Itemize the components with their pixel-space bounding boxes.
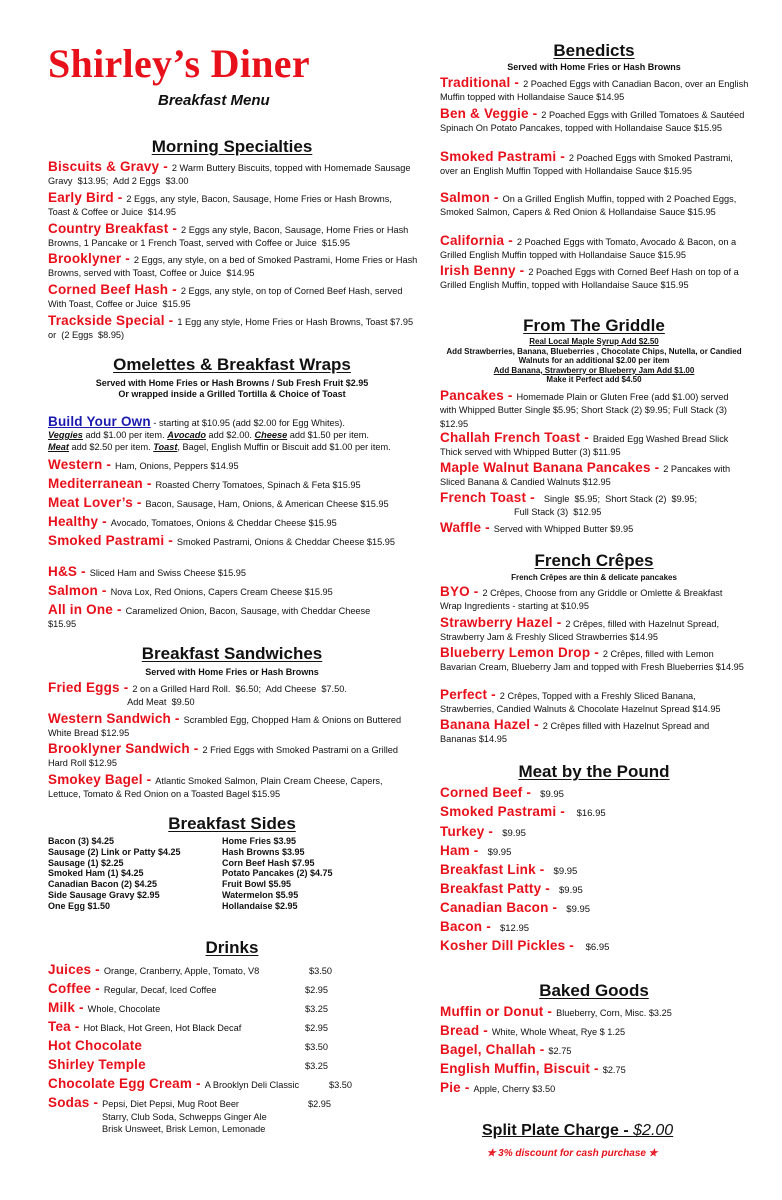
griddle-section-header xyxy=(439,316,749,385)
drink-item: Sodas - Pepsi, Diet Pepsi, Mug Root Beer xyxy=(48,1095,239,1110)
menu-item: Meat Lover’s - Bacon, Sausage, Ham, Onions, & American Cheese $15.95 xyxy=(48,495,389,510)
section-note: Real Local Maple Syrup Add $2.50 xyxy=(529,337,659,346)
menu-item: Corned Beef Hash - 2 Eggs, any style, on top of Corned Beef Hash, served With Toast, Coffee or Juice $15.95 xyxy=(48,282,406,310)
menu-item: Mediterranean - Roasted Cherry Tomatoes, Spinach & Feta $15.95 xyxy=(48,476,361,491)
drink-price: $3.50 xyxy=(309,966,332,976)
side-item: Hollandaise $2.95 xyxy=(222,900,298,911)
menu-item: Irish Benny - 2 Poached Eggs with Corned Beef Hash on top of a Grilled English Muffin, topped with Hollandaise Sauce $15.95 xyxy=(440,263,739,291)
sandwiches-section-header xyxy=(46,644,418,678)
drink-item: Milk - Whole, Chocolate xyxy=(48,1000,161,1015)
section-note: Add Strawberries, Banana, Blueberries , Chocolate Chips, Nutella, or Candied Walnuts for an additional $2.00 per item xyxy=(446,346,742,365)
menu-item: Biscuits & Gravy - 2 Warm Buttery Biscuits, topped with Homemade Sausage Gravy $13.95; Add 2 Eggs $3.00 xyxy=(48,159,414,187)
baked-item: Bagel, Challah - $2.75 xyxy=(440,1042,572,1057)
side-item: Fruit Bowl $5.95 xyxy=(222,879,292,890)
menu-subtitle: Breakfast Menu xyxy=(158,92,270,109)
menu-item: H&S - Sliced Ham and Swiss Cheese $15.95 xyxy=(48,564,246,579)
sides-section-header xyxy=(46,814,418,834)
section-note: Or wrapped inside a Grilled Tortilla & Choice of Toast xyxy=(118,389,346,399)
section-heading: Breakfast Sides xyxy=(168,814,296,833)
build-your-own-item: Build Your Own - starting at $10.95 (add $2.00 for Egg Whites). Veggies add $1.00 per item. Avocado add $2.00. Cheese add $1.50 per item. Meat add $2.50 per item. Toast, Bagel, English Muffin or Biscuit add $1.00 per item. xyxy=(48,414,391,452)
drink-price: $3.25 xyxy=(305,1061,328,1071)
menu-item: Banana Hazel - 2 Crêpes filled with Hazelnut Spread and Bananas $14.95 xyxy=(440,717,710,745)
menu-item: Smoked Pastrami - Smoked Pastrami, Onions & Cheddar Cheese $15.95 xyxy=(48,533,395,548)
menu-item: Healthy - Avocado, Tomatoes, Onions & Cheddar Cheese $15.95 xyxy=(48,514,337,529)
menu-item: French Toast - Single $5.95; Short Stack (2) $9.95; Full Stack (3) $12.95 xyxy=(440,490,698,518)
drink-price: $3.50 xyxy=(305,1042,328,1052)
baked-item: English Muffin, Biscuit - $2.75 xyxy=(440,1061,626,1076)
section-heading: Omelettes & Breakfast Wraps xyxy=(113,355,351,374)
menu-item: Smoked Pastrami - 2 Poached Eggs with Smoked Pastrami, over an English Muffin Topped with Hollandaise Sauce $15.95 xyxy=(440,149,733,177)
section-heading: From The Griddle xyxy=(523,316,665,335)
section-heading: Benedicts xyxy=(553,41,635,60)
split-plate-price: $2.00 xyxy=(633,1122,674,1139)
menu-item: All in One - Caramelized Onion, Bacon, Sausage, with Cheddar Cheese $15.95 xyxy=(48,602,371,630)
side-item: Home Fries $3.95 xyxy=(222,836,297,846)
drink-item: Hot Chocolate xyxy=(48,1038,143,1053)
menu-item: Perfect - 2 Crêpes, Topped with a Freshly Sliced Banana, Strawberries, Candied Walnuts & Chocolate Hazelnut Spread $14.95 xyxy=(440,687,721,715)
meat-section-header xyxy=(439,762,749,782)
section-note: Served with Home Fries or Hash Browns xyxy=(507,62,681,72)
drink-item: Shirley Temple xyxy=(48,1057,146,1072)
morning-section-header xyxy=(46,137,418,157)
section-note: French Crêpes are thin & delicate pancakes xyxy=(511,573,677,582)
menu-item: BYO - 2 Crêpes, Choose from any Griddle or Omlette & Breakfast Wrap Ingredients - starting at $10.95 xyxy=(440,584,723,612)
menu-item: Western - Ham, Onions, Peppers $14.95 xyxy=(48,457,239,472)
baked-item: Bread - White, Whole Wheat, Rye $ 1.25 xyxy=(440,1023,626,1038)
section-note: Make it Perfect add $4.50 xyxy=(546,375,642,384)
side-item: Corn Beef Hash $7.95 xyxy=(222,857,315,868)
menu-item: Waffle - Served with Whipped Butter $9.95 xyxy=(440,520,634,535)
meat-item: Ham - $9.95 xyxy=(440,843,512,858)
drink-item: Tea - Hot Black, Hot Green, Hot Black Decaf xyxy=(48,1019,242,1034)
meat-item: Breakfast Link - $9.95 xyxy=(440,862,578,877)
drink-price: $2.95 xyxy=(305,1023,328,1033)
build-your-own-link[interactable]: Build Your Own xyxy=(48,414,151,429)
baked-item: Muffin or Donut - Blueberry, Corn, Misc. $3.25 xyxy=(440,1004,672,1019)
menu-item: Smokey Bagel - Atlantic Smoked Salmon, Plain Cream Cheese, Capers, Lettuce, Tomato & Red Onion on a Toasted Bagel $15.95 xyxy=(48,772,383,800)
side-item: Side Sausage Gravy $2.95 xyxy=(48,889,160,900)
section-note: Add Banana, Strawberry or Blueberry Jam Add $1.00 xyxy=(493,365,695,375)
menu-item: Pancakes - Homemade Plain or Gluten Free (add $1.00) served with Whipped Butter Single $5.95; Short Stack (2) $9.95; Full Stack (3) $12.95 xyxy=(440,388,729,429)
menu-item: California - 2 Poached Eggs with Tomato, Avocado & Bacon, on a Grilled English Muffin topped with Hollandaise Sauce $15.95 xyxy=(440,233,737,261)
meat-item: Smoked Pastrami - $16.95 xyxy=(440,804,606,819)
drinks-section-header xyxy=(46,938,418,958)
drink-price: $2.95 xyxy=(305,985,328,995)
sides-list-left xyxy=(48,836,181,912)
drink-price: $2.95 xyxy=(308,1099,331,1109)
meat-item: Corned Beef - $9.95 xyxy=(440,785,564,800)
meat-item: Canadian Bacon - $9.95 xyxy=(440,900,591,915)
meat-item: Breakfast Patty - $9.95 xyxy=(440,881,583,896)
meat-item: Bacon - $12.95 xyxy=(440,919,530,934)
omelettes-section-header xyxy=(46,355,418,400)
drink-price: $3.25 xyxy=(305,1004,328,1014)
section-heading: Breakfast Sandwiches xyxy=(141,644,323,663)
menu-item: Blueberry Lemon Drop - 2 Crêpes, filled with Lemon Bavarian Cream, Blueberry Jam and topped with Fresh Blueberries $14.95 xyxy=(440,645,744,673)
drink-price: $3.50 xyxy=(329,1080,352,1090)
menu-item: Fried Eggs - 2 on a Grilled Hard Roll. $6.50; Add Cheese $7.50. Add Meat $9.50 xyxy=(48,680,347,708)
section-note: Served with Home Fries or Hash Browns xyxy=(145,667,319,677)
menu-item: Maple Walnut Banana Pancakes - 2 Pancakes with Sliced Banana & Candied Walnuts $12.95 xyxy=(440,460,731,488)
section-note: Served with Home Fries or Hash Browns / Sub Fresh Fruit $2.95 xyxy=(95,378,369,388)
menu-item: Brooklyner - 2 Eggs, any style, on a bed of Smoked Pastrami, Home Fries or Hash Browns, served with Toast, Coffee or Juice $14.95 xyxy=(48,251,420,279)
menu-item: Salmon - Nova Lox, Red Onions, Capers Cream Cheese $15.95 xyxy=(48,583,333,598)
menu-item: Strawberry Hazel - 2 Crêpes, filled with Hazelnut Spread, Strawberry Jam & Freshly Sliced Strawberries $14.95 xyxy=(440,615,720,643)
menu-item: Country Breakfast - 2 Eggs any style, Bacon, Sausage, Home Fries or Hash Browns, 1 Pancake or 1 French Toast, served with Coffee or Juice $15.95 xyxy=(48,221,411,249)
crepes-section-header xyxy=(439,551,749,583)
side-item: One Egg $1.50 xyxy=(48,900,111,911)
baked-section-header xyxy=(439,981,749,1001)
menu-item: Western Sandwich - Scrambled Egg, Chopped Ham & Onions on Buttered White Bread $12.95 xyxy=(48,711,402,739)
meat-item: Kosher Dill Pickles - $6.95 xyxy=(440,938,610,953)
menu-item: Early Bird - 2 Eggs, any style, Bacon, Sausage, Home Fries or Hash Browns, Toast & Coffee or Juice $14.95 xyxy=(48,190,395,218)
section-heading: French Crêpes xyxy=(534,551,654,570)
menu-item: Trackside Special - 1 Egg any style, Home Fries or Hash Browns, Toast $7.95 or (2 Eggs $8.95) xyxy=(48,313,419,341)
split-plate-charge: Split Plate Charge - $2.00 xyxy=(482,1122,674,1139)
drink-item: Juices - Orange, Cranberry, Apple, Tomato, V8 xyxy=(48,962,260,977)
benedicts-section-header xyxy=(439,41,749,73)
menu-item: Salmon - On a Grilled English Muffin, topped with 2 Poached Eggs, Smoked Salmon, Capers & Red Onion & Hollandaise Sauce $15.95 xyxy=(440,190,737,218)
section-heading: Morning Specialties xyxy=(151,137,313,156)
section-heading: Meat by the Pound xyxy=(518,762,670,781)
side-item: Hash Browns $3.95 xyxy=(222,846,305,857)
side-item: Smoked Ham (1) $4.25 xyxy=(48,868,144,879)
side-item: Canadian Bacon (2) $4.25 xyxy=(48,879,158,890)
menu-item: Challah French Toast - Braided Egg Washed Bread Slick Thick served with Whipped Butter (3) $11.95 xyxy=(440,430,729,458)
restaurant-title: Shirley’s Diner xyxy=(48,41,310,86)
menu-item: Brooklyner Sandwich - 2 Fried Eggs with Smoked Pastrami on a Grilled Hard Roll $12.95 xyxy=(48,741,399,769)
menu-item: Ben & Veggie - 2 Poached Eggs with Grilled Tomatoes & Sautéed Spinach On Potato Pancakes, topped with Hollandaise Sauce $15.95 xyxy=(440,106,745,134)
side-item: Sausage (1) $2.25 xyxy=(48,857,124,868)
section-heading: Drinks xyxy=(205,938,259,957)
cash-discount-note: ✯ 3% discount for cash purchase ✯ xyxy=(487,1148,658,1159)
side-item: Sausage (2) Link or Patty $4.25 xyxy=(48,846,181,857)
baked-item: Pie - Apple, Cherry $3.50 xyxy=(440,1080,556,1095)
drink-item: Chocolate Egg Cream - A Brooklyn Deli Classic xyxy=(48,1076,300,1091)
menu-item: Traditional - 2 Poached Eggs with Canadian Bacon, over an English Muffin topped with Hollandaise Sauce $14.95 xyxy=(440,75,749,103)
section-heading: Baked Goods xyxy=(539,981,649,1000)
meat-item: Turkey - $9.95 xyxy=(440,824,526,839)
side-item: Potato Pancakes (2) $4.75 xyxy=(222,868,333,879)
drink-item: Coffee - Regular, Decaf, Iced Coffee xyxy=(48,981,217,996)
soda-options: Starry, Club Soda, Schwepps Ginger Ale Brisk Unsweet, Brisk Lemon, Lemonade xyxy=(102,1112,267,1134)
side-item: Bacon (3) $4.25 xyxy=(48,836,115,846)
side-item: Watermelon $5.95 xyxy=(222,889,299,900)
sides-list-right xyxy=(222,836,333,912)
